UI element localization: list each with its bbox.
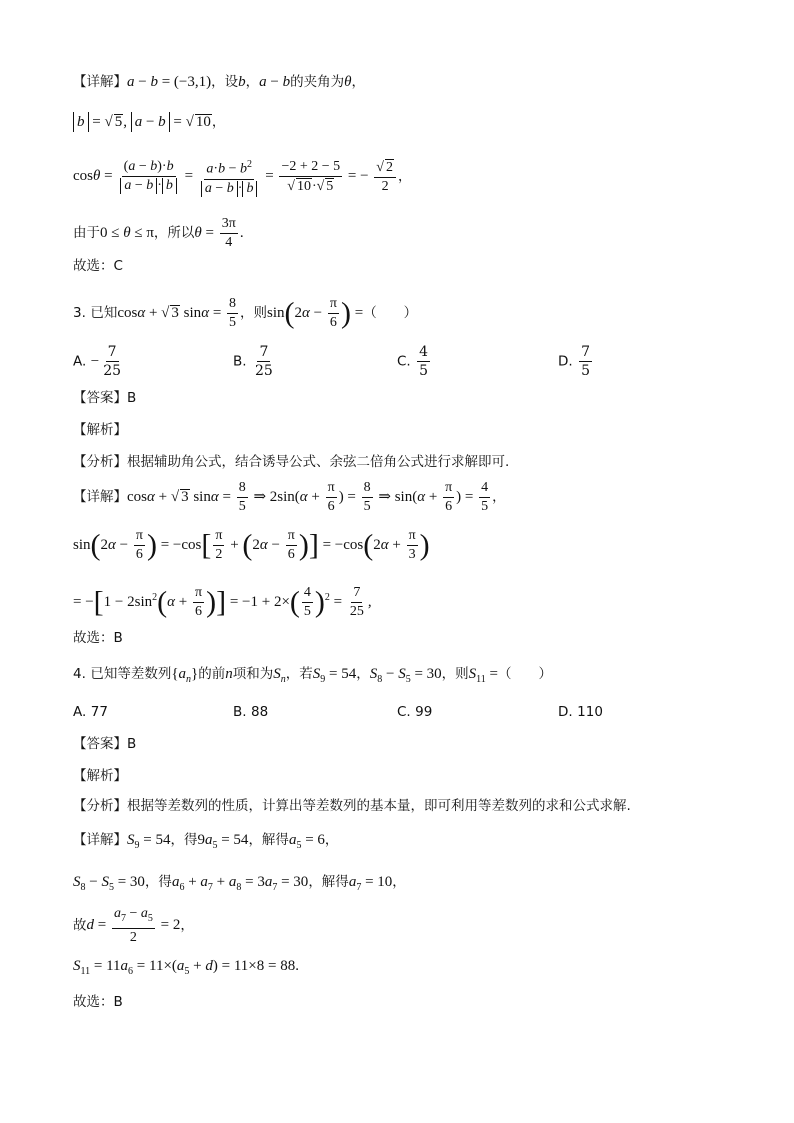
choose-line-q4: 故选：B	[73, 994, 123, 1010]
q3-detail-line-2: sin(2α − $\frac{\pi}{6}$ ) = −cos[ $\frac{\pi}{2}$ + (2α − $\frac{\pi}{6}$ )] = −cos(2α + $\frac{\pi}{3}$ )	[73, 528, 430, 563]
q3-answer: B	[127, 390, 137, 406]
choose-line-1: 故选：C	[73, 258, 123, 274]
question-3-stem: 3. 已知cosα + √ 3 sinα = $\frac{8}{5}$ ，则sin(2α − $\frac{\pi}{6}$ ) =（ ）	[73, 296, 418, 330]
q4-option-b[interactable]: B. 88	[233, 704, 269, 720]
q3-option-d[interactable]: D. $\frac{7}{5}$	[558, 344, 591, 379]
formula-cos-theta: cosθ = $\frac{(a - b)\cdot b}{a - b \cdot b}$ = $\frac{a\cdot b - b^2}{a - b \cdot b}$ = $\frac{-2 + 2 - 5}{√ 10\cdot√ 5}$ = − $\frac{√ 2}{2}$	[73, 168, 398, 184]
q3-analysis-line: 【分析】根据辅助角公式，结合诱导公式、余弦二倍角公式进行求解即可.	[73, 454, 510, 470]
q4-detail-line-2: $S_8 - S_5 = 30$，得$a_6 + a_7 + a_8 = 3a_7 = 30$，解得$a_7 = 10$，	[73, 874, 406, 893]
q4-detail-line-4: $S_{11} = 11a_6 = 11\times(a_5 + d) = 11\times 8 = 88$.	[73, 958, 299, 977]
formula-a-minus-b: a − b = (−3,1)	[127, 74, 212, 90]
q4-option-d[interactable]: D. 110	[558, 704, 603, 720]
q3-detail-line-3: = $-[1 - 2\sin^2(\alpha$ + $\frac{\pi}{6}$ )] = −1 + 2×( $\frac{4}{5}$ )$^2$ = $\frac{7}{25}$ ,	[73, 585, 372, 620]
detail-line-1: 【详解】a − b = (−3,1)，设b，a − b的夹角为θ，	[73, 74, 365, 90]
detail-line-cos: cosθ = $\frac{(a - b)\cdot b}{a - b \cdot b}$ = $\frac{a\cdot b - b^2}{a - b \cdot b}$ = $\frac{-2 + 2 - 5}{√ 10\cdot√ 5}$ = − $\frac{√ 2}{2}$ ，	[73, 158, 412, 196]
q3-answer-line: 【答案】B	[73, 390, 137, 406]
q3-explain-tag: 【解析】	[73, 422, 127, 438]
q4-option-a[interactable]: A. 77	[73, 704, 108, 720]
question-4-stem: 4. 已知等差数列$\{a_n\}$的前n项和为$S_n$，若$S_9 = 54$，$S_8 - S_5 = 30$，则$S_{11}$ =（ ）	[73, 666, 553, 685]
q4-explain-tag: 【解析】	[73, 768, 127, 784]
formula-magnitudes: b = √ 5, a − b = √ 10	[73, 114, 212, 130]
q3-option-a[interactable]: A. − $\frac{7}{25}$	[73, 344, 122, 379]
q4-answer-line: 【答案】B	[73, 736, 137, 752]
q4-answer: B	[127, 736, 137, 752]
choose-value: C	[113, 258, 123, 274]
q3-option-b[interactable]: B. $\frac{7}{25}$	[233, 344, 273, 379]
q4-detail-line-3: 故d = $\frac{a_7 - a_5}{2}$ = 2，	[73, 906, 194, 945]
question-number: 3.	[73, 304, 86, 321]
q3-detail-line-1: 【详解】cosα + √ 3 sinα = $\frac{8}{5}$ ⇒ 2sin(α + $\frac{\pi}{6}$ ) = $\frac{8}{5}$ ⇒ sin(α + $\frac{\pi}{6}$ ) = $\frac{4}{5}$ ，	[73, 480, 506, 515]
q4-option-c[interactable]: C. 99	[397, 704, 433, 720]
detail-tag: 【详解】	[73, 74, 127, 90]
detail-line-2: b = √ 5, a − b = √ 10，	[73, 112, 225, 132]
q3-option-c[interactable]: C. $\frac{4}{5}$	[397, 344, 429, 379]
q4-detail-line-1: 【详解】$S_9 = 54$，得$9a_5 = 54$，解得$a_5 = 6$，	[73, 832, 339, 851]
detail-line-4: 由于0 ≤ θ ≤ π，所以θ = $\frac{3\pi}{4}$ .	[73, 216, 244, 250]
choose-line-q3: 故选：B	[73, 630, 123, 646]
q4-analysis-line: 【分析】根据等差数列的性质，计算出等差数列的基本量，即可利用等差数列的求和公式求解.	[73, 798, 631, 814]
